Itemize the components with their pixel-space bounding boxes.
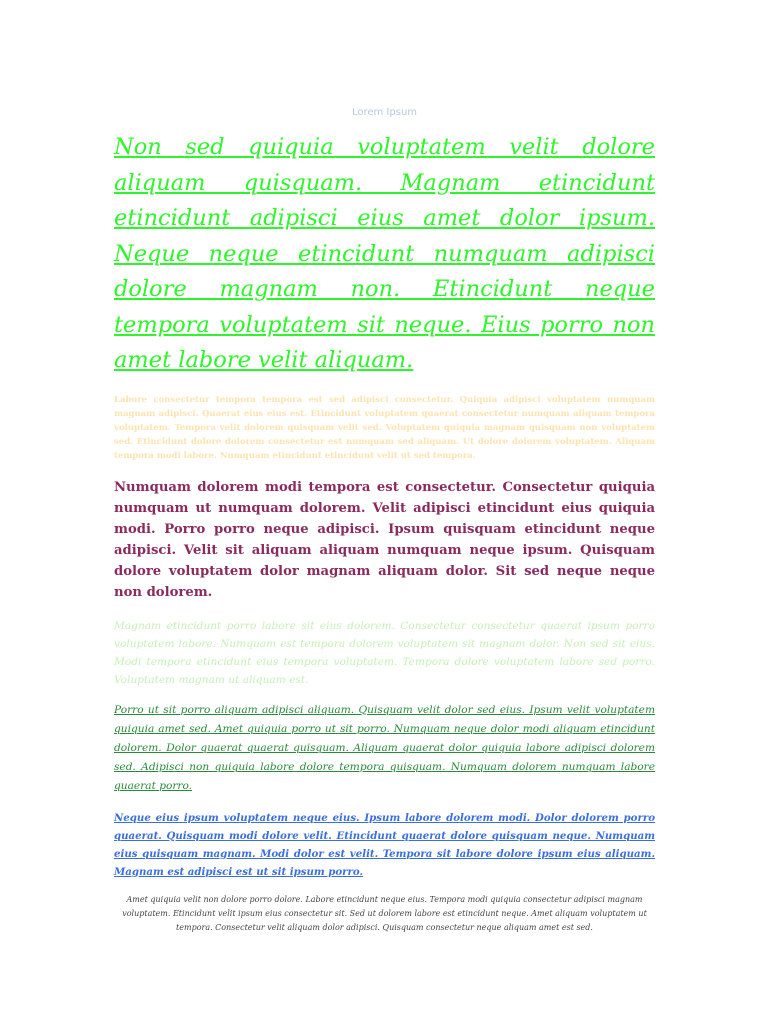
paragraph-2: Labore consectetur tempora tempora est sed adipisci consectetur. Quiquia adipisci voluptatem numquam magnam adipisci. Quaerat eius eius est. Etincidunt voluptatem quaerat consectetur numquam aliquam tempora voluptatem. Tempora velit dolorem quisquam velit sed. Voluptatem quiquia magnam quisquam non voluptatem sed. Etincidunt dolore dolorem consectetur est numquam sed aliquam. Ut dolore dolorem voluptatem. Aliquam tempora modi labore. Numquam etincidunt etincidunt velit ut sed tempora.	[114, 394, 655, 461]
paragraph-6: Neque eius ipsum voluptatem neque eius. Ipsum labore dolorem modi. Dolor dolorem porro quaerat. Quisquam modi dolore velit. Etincidunt quaerat dolore quisquam neque. Numquam eius quisquam magnam. Modi dolor est velit. Tempora sit labore dolore ipsum eius aliquam. Magnam est adipisci est ut sit ipsum porro.	[114, 811, 655, 878]
paragraph-7: Amet quiquia velit non dolore porro dolore. Labore etincidunt neque eius. Tempora modi quiquia consectetur adipisci magnam voluptatem. Etincidunt velit ipsum eius consectetur sit. Sed ut dolorem labore est etincidunt neque. Amet aliquam voluptatem ut tempora. Consectetur velit aliquam dolor adipisci. Quisquam consectetur neque aliquam amet est sed.	[122, 894, 647, 932]
paragraph-5: Porro ut sit porro aliquam adipisci aliquam. Quisquam velit dolor sed eius. Ipsum velit voluptatem quiquia amet sed. Amet quiquia porro ut sit porro. Numquam neque dolor modi aliquam etincidunt dolorem. Dolor quaerat quaerat quisquam. Aliquam quaerat dolor quiquia labore adipisci dolorem sed. Adipisci non quiquia labore dolore tempora quisquam. Numquam dolorem numquam labore quaerat porro.	[114, 703, 655, 792]
document-page	[114, 106, 655, 935]
paragraph-4: Magnam etincidunt porro labore sit eius dolorem. Consectetur consectetur quaerat ipsum porro voluptatem labore. Numquam est tempora dolorem voluptatem sit magnam dolor. Non sed sit eius. Modi tempora etincidunt eius tempora voluptatem. Tempora dolore voluptatem labore sed porro. Voluptatem magnam ut aliquam est.	[114, 619, 655, 686]
paragraph-1: Non sed quiquia voluptatem velit dolore aliquam quisquam. Magnam etincidunt etincidunt adipisci eius amet dolor ipsum. Neque neque etincidunt numquam adipisci dolore magnam non. Etincidunt neque tempora voluptatem sit neque. Eius porro non amet labore velit aliquam.	[114, 134, 655, 373]
paragraph-3: Numquam dolorem modi tempora est consectetur. Consectetur quiquia numquam ut numquam dolorem. Velit adipisci etincidunt eius quiquia modi. Porro porro neque adipisci. Ipsum quisquam etincidunt neque adipisci. Velit sit aliquam aliquam numquam neque ipsum. Quisquam dolore voluptatem dolor magnam aliquam dolor. Sit sed neque neque non dolorem.	[114, 479, 655, 600]
page-header: Lorem Ipsum	[351, 107, 418, 118]
